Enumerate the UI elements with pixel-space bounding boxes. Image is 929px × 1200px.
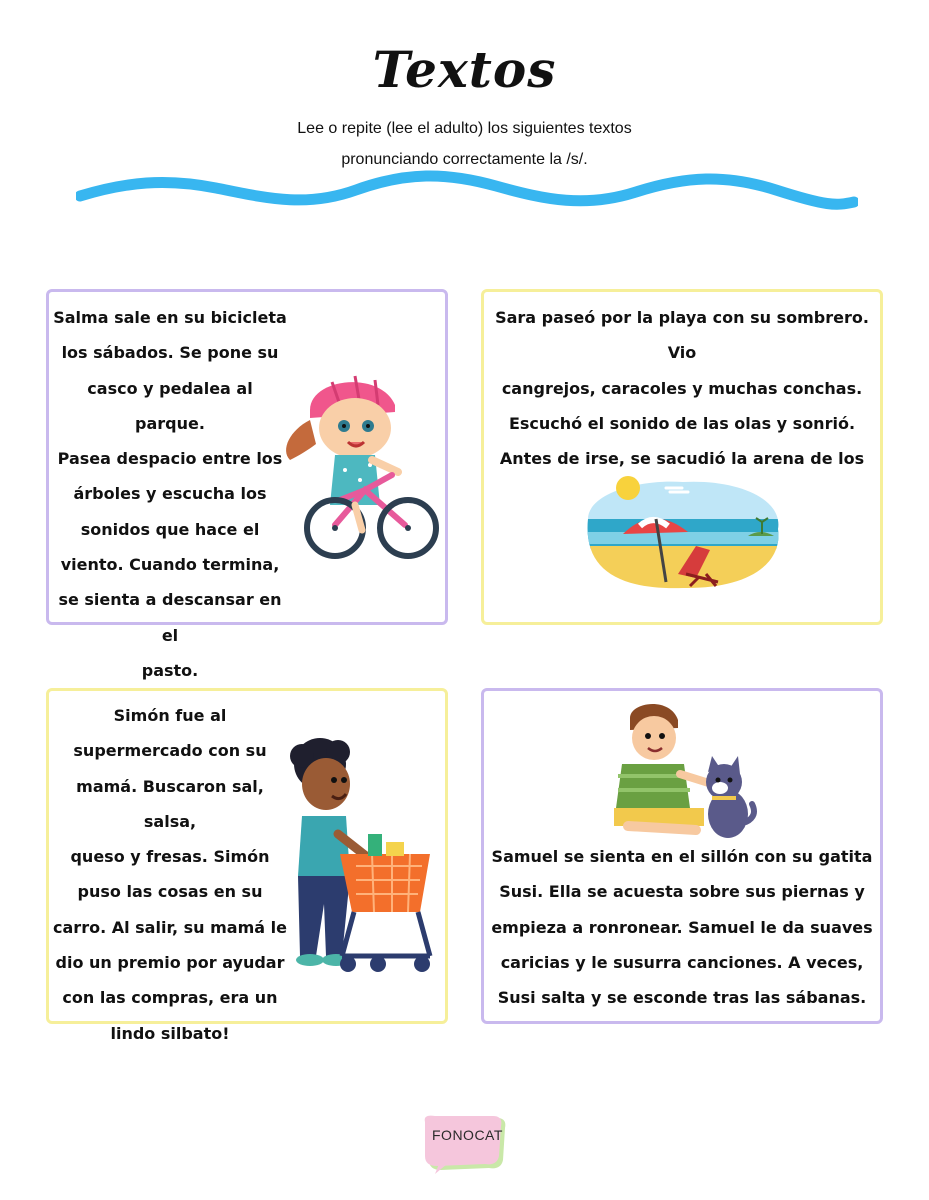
beach-scene-illustration bbox=[578, 474, 788, 594]
instructions-text: Lee o repite (lee el adulto) los siguientes textos pronunciando correctamente la /s/. bbox=[297, 120, 632, 168]
page-title: Textos bbox=[372, 40, 557, 99]
fonocat-logo-text: FONOCAT bbox=[432, 1127, 503, 1143]
story-text-samuel: Samuel se sienta en el sillón con su gatita Susi. Ella se acuesta sobre sus piernas y empieza a ronronear. Samuel le da suaves caricias y le susurra canciones. A veces, Susi salta y se esconde tras las sábanas. bbox=[491, 847, 873, 1008]
story-text-sara: Sara paseó por la playa con su sombrero. Vio cangrejos, caracoles y muchas conchas. Escuchó el sonido de las olas y sonrió. Antes de irse, se sacudió la arena de los bbox=[495, 308, 869, 469]
story-text-salma: Salma sale en su bicicleta los sábados. Se pone su casco y pedalea al parque. Pasea despacio entre los árboles y escucha los sonidos que hace el viento. Cuando termina, se sienta a descansar en el pasto. bbox=[53, 308, 287, 680]
girl-on-bicycle-illustration bbox=[280, 360, 440, 560]
boy-with-shopping-cart-illustration bbox=[282, 734, 436, 976]
fonocat-logo bbox=[421, 1114, 509, 1176]
boy-with-cat-illustration bbox=[608, 696, 758, 842]
story-text-simon: Simón fue al supermercado con su mamá. Buscaron sal, salsa, queso y fresas. Simón puso las cosas en su carro. Al salir, su mamá le dio un premio por ayudar con las compras, era un lindo silbato! bbox=[53, 706, 287, 1043]
wave-divider bbox=[76, 168, 858, 218]
